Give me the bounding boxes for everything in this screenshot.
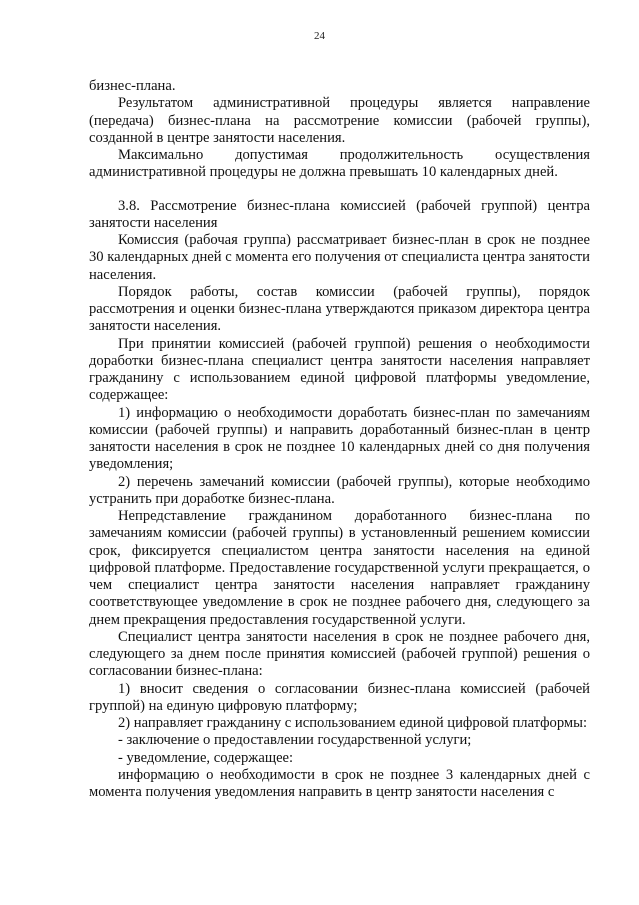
- paragraph-revision-decision: При принятии комиссией (рабочей группой) решения о необходимости доработки бизнес-плана специалист центра занятости населения направляет гражданину с использованием единой цифровой платформы уведомление, содержащее:: [89, 335, 590, 404]
- list-item-conclusion: - заключение о предоставлении государственной услуги;: [118, 732, 472, 749]
- list-item-enter-approval: 1) вносит сведения о согласовании бизнес-плана комиссией (рабочей группой) на единую цифровую платформу;: [89, 680, 590, 714]
- paragraph-max-duration: Максимально допустимая продолжительность осуществления административной процедуры не должна превышать 10 календарных дней.: [89, 147, 590, 181]
- paragraph-approval-actions: Специалист центра занятости населения в срок не позднее рабочего дня, следующего за днем после принятия комиссией (рабочей группой) решения о согласовании бизнес-плана:: [89, 628, 590, 680]
- paragraph-result: Результатом административной процедуры является направление (передача) бизнес-плана на рассмотрение комиссии (рабочей группы), созданной в центре занятости населения.: [89, 95, 590, 146]
- document-body: [89, 78, 590, 801]
- list-item-revision-info: 1) информацию о необходимости доработать бизнес-план по замечаниям комиссии (рабочей группы) и направить доработанный бизнес-план в центр занятости населения в срок не позднее 10 календарных дней со дня получения уведомления;: [89, 404, 590, 473]
- section-spacer: [89, 182, 590, 198]
- page-number: 24: [314, 30, 325, 42]
- section-heading-3-8: 3.8. Рассмотрение бизнес-плана комиссией (рабочей группой) центра занятости населения: [89, 197, 590, 231]
- paragraph-notification-info: информацию о необходимости в срок не позднее 3 календарных дней с момента получения уведомления направить в центр занятости населения с: [89, 766, 590, 800]
- list-item-remarks-list: 2) перечень замечаний комиссии (рабочей группы), которые необходимо устранить при доработке бизнес-плана.: [89, 473, 590, 507]
- paragraph-continuation: бизнес-плана.: [89, 78, 176, 94]
- list-item-send-to-citizen: 2) направляет гражданину с использованием единой цифровой платформы:: [118, 715, 587, 731]
- paragraph-commission-review: Комиссия (рабочая группа) рассматривает бизнес-план в срок не позднее 30 календарных дней с момента его получения от специалиста центра занятости населения.: [89, 232, 590, 283]
- list-item-notification: - уведомление, содержащее:: [118, 749, 294, 766]
- paragraph-commission-procedure: Порядок работы, состав комиссии (рабочей группы), порядок рассмотрения и оценки бизнес-плана утверждаются приказом директора центра занятости населения.: [89, 283, 590, 335]
- paragraph-non-submission: Непредставление гражданином доработанного бизнес-плана по замечаниям комиссии (рабочей группы) в установленный решением комиссии срок, фиксируется специалистом центра занятости населения на единой цифровой платформе. Предоставление государственной услуги прекращается, о чем специалист центра занятости населения направляет гражданину соответствующее уведомление в срок не позднее рабочего дня, следующего за днем прекращения предоставления государственной услуги.: [89, 508, 590, 628]
